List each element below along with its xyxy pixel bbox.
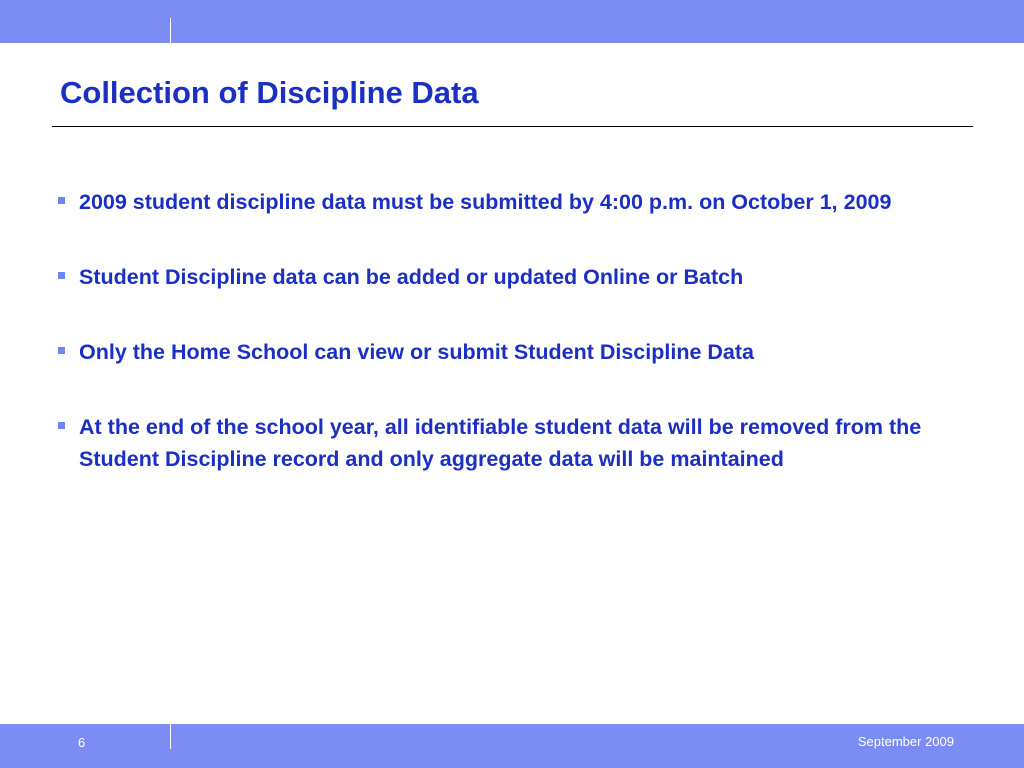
square-bullet-icon bbox=[58, 197, 65, 204]
title-underline bbox=[52, 126, 973, 127]
bullet-text: Student Discipline data can be added or updated Online or Batch bbox=[79, 265, 744, 289]
bullet-item bbox=[55, 411, 970, 475]
bullet-text: At the end of the school year, all identifiable student data will be removed from the Student Discipline record and only aggregate data will be maintained bbox=[79, 415, 922, 471]
bullet-list bbox=[55, 186, 970, 475]
header-band bbox=[0, 0, 1024, 43]
square-bullet-icon bbox=[58, 347, 65, 354]
bullet-item bbox=[55, 186, 970, 218]
slide-title: Collection of Discipline Data bbox=[60, 75, 479, 110]
footer-date: September 2009 bbox=[857, 734, 954, 749]
bullet-text: 2009 student discipline data must be submitted by 4:00 p.m. on October 1, 2009 bbox=[79, 190, 892, 214]
bullet-item bbox=[55, 261, 970, 293]
bullet-item bbox=[55, 336, 970, 368]
square-bullet-icon bbox=[58, 422, 65, 429]
bullet-text: Only the Home School can view or submit Student Discipline Data bbox=[79, 340, 754, 364]
header-divider bbox=[170, 18, 171, 43]
footer-band bbox=[0, 724, 1024, 768]
footer-divider bbox=[170, 724, 171, 749]
square-bullet-icon bbox=[58, 272, 65, 279]
page-number: 6 bbox=[78, 735, 86, 750]
